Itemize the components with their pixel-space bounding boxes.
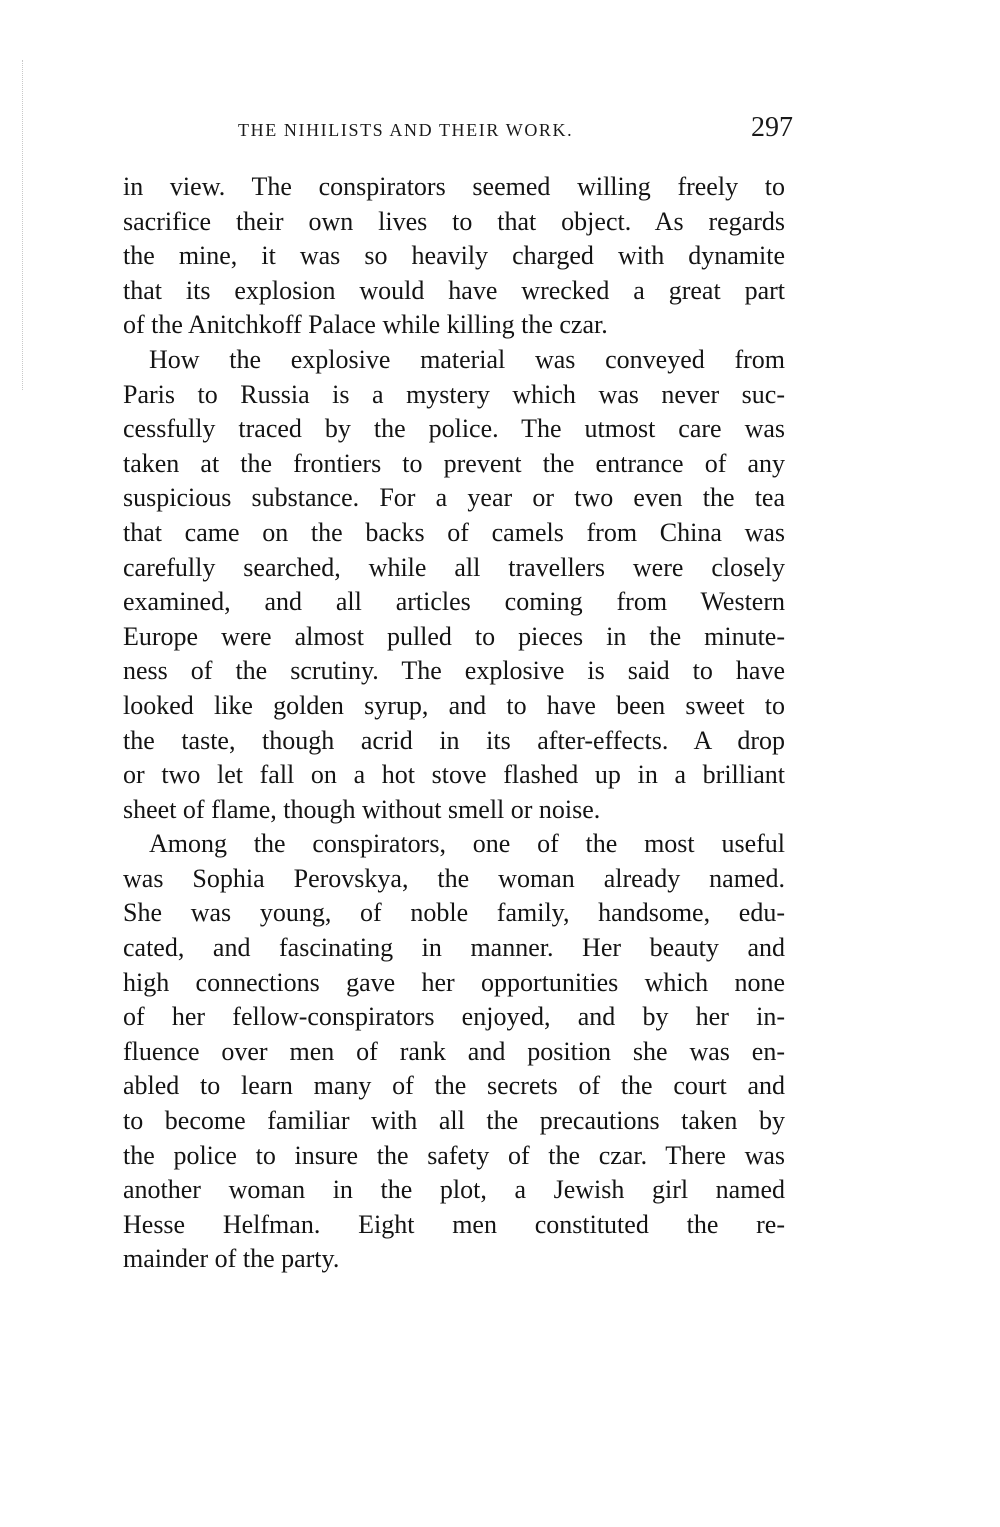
running-title: THE NIHILISTS AND THEIR WORK. bbox=[238, 120, 574, 140]
text-line: high connections gave her opportunities which none bbox=[123, 967, 785, 997]
text-line: the taste, though acrid in its after-effects. A drop bbox=[123, 725, 785, 755]
running-head bbox=[123, 112, 793, 152]
text-line: the police to insure the safety of the czar. There was bbox=[123, 1140, 785, 1170]
text-line: another woman in the plot, a Jewish girl named bbox=[123, 1175, 785, 1205]
text-line: ness of the scrutiny. The explosive is said to have bbox=[123, 656, 785, 686]
text-line: mainder of the party. bbox=[123, 1244, 340, 1274]
text-line: of the Anitchkoff Palace while killing the czar. bbox=[123, 310, 608, 340]
text-line: looked like golden syrup, and to have been sweet to bbox=[123, 690, 785, 720]
text-line: suspicious substance. For a year or two even the tea bbox=[123, 483, 785, 513]
text-line: that came on the backs of camels from China was bbox=[123, 517, 785, 547]
text-line: She was young, of noble family, handsome, edu- bbox=[123, 898, 785, 928]
text-line: Europe were almost pulled to pieces in the minute- bbox=[123, 621, 785, 651]
paragraph-2 bbox=[123, 343, 785, 827]
text-line: cated, and fascinating in manner. Her beauty and bbox=[123, 933, 785, 963]
text-line: abled to learn many of the secrets of the court and bbox=[123, 1071, 785, 1101]
page-number: 297 bbox=[751, 112, 793, 143]
text-line: or two let fall on a hot stove flashed up in a brilliant bbox=[123, 760, 785, 790]
text-line: was Sophia Perovskya, the woman already named. bbox=[123, 863, 785, 893]
text-line: How the explosive material was conveyed from bbox=[149, 344, 785, 374]
text-line: carefully searched, while all travellers were closely bbox=[123, 552, 785, 582]
body-text bbox=[123, 170, 785, 1277]
text-line: taken at the frontiers to prevent the entrance of any bbox=[123, 448, 785, 478]
text-line: that its explosion would have wrecked a great part bbox=[123, 275, 785, 305]
text-line: fluence over men of rank and position she was en- bbox=[123, 1036, 785, 1066]
paragraph-3 bbox=[123, 827, 785, 1277]
binding-margin-marks bbox=[22, 60, 25, 390]
text-line: Among the conspirators, one of the most useful bbox=[149, 829, 785, 859]
text-line: Paris to Russia is a mystery which was never suc- bbox=[123, 379, 785, 409]
text-line: sacrifice their own lives to that object. As regards bbox=[123, 206, 785, 236]
text-line: the mine, it was so heavily charged with dynamite bbox=[123, 241, 785, 271]
text-line: examined, and all articles coming from Western bbox=[123, 587, 785, 617]
text-line: sheet of flame, though without smell or noise. bbox=[123, 794, 601, 824]
text-line: in view. The conspirators seemed willing freely to bbox=[123, 172, 785, 201]
text-line: Hesse Helfman. Eight men constituted the re- bbox=[123, 1209, 785, 1239]
text-line: cessfully traced by the police. The utmost care was bbox=[123, 414, 785, 444]
text-line: of her fellow-conspirators enjoyed, and by her in- bbox=[123, 1002, 785, 1032]
paragraph-1 bbox=[123, 170, 785, 343]
text-line: to become familiar with all the precautions taken by bbox=[123, 1106, 785, 1136]
